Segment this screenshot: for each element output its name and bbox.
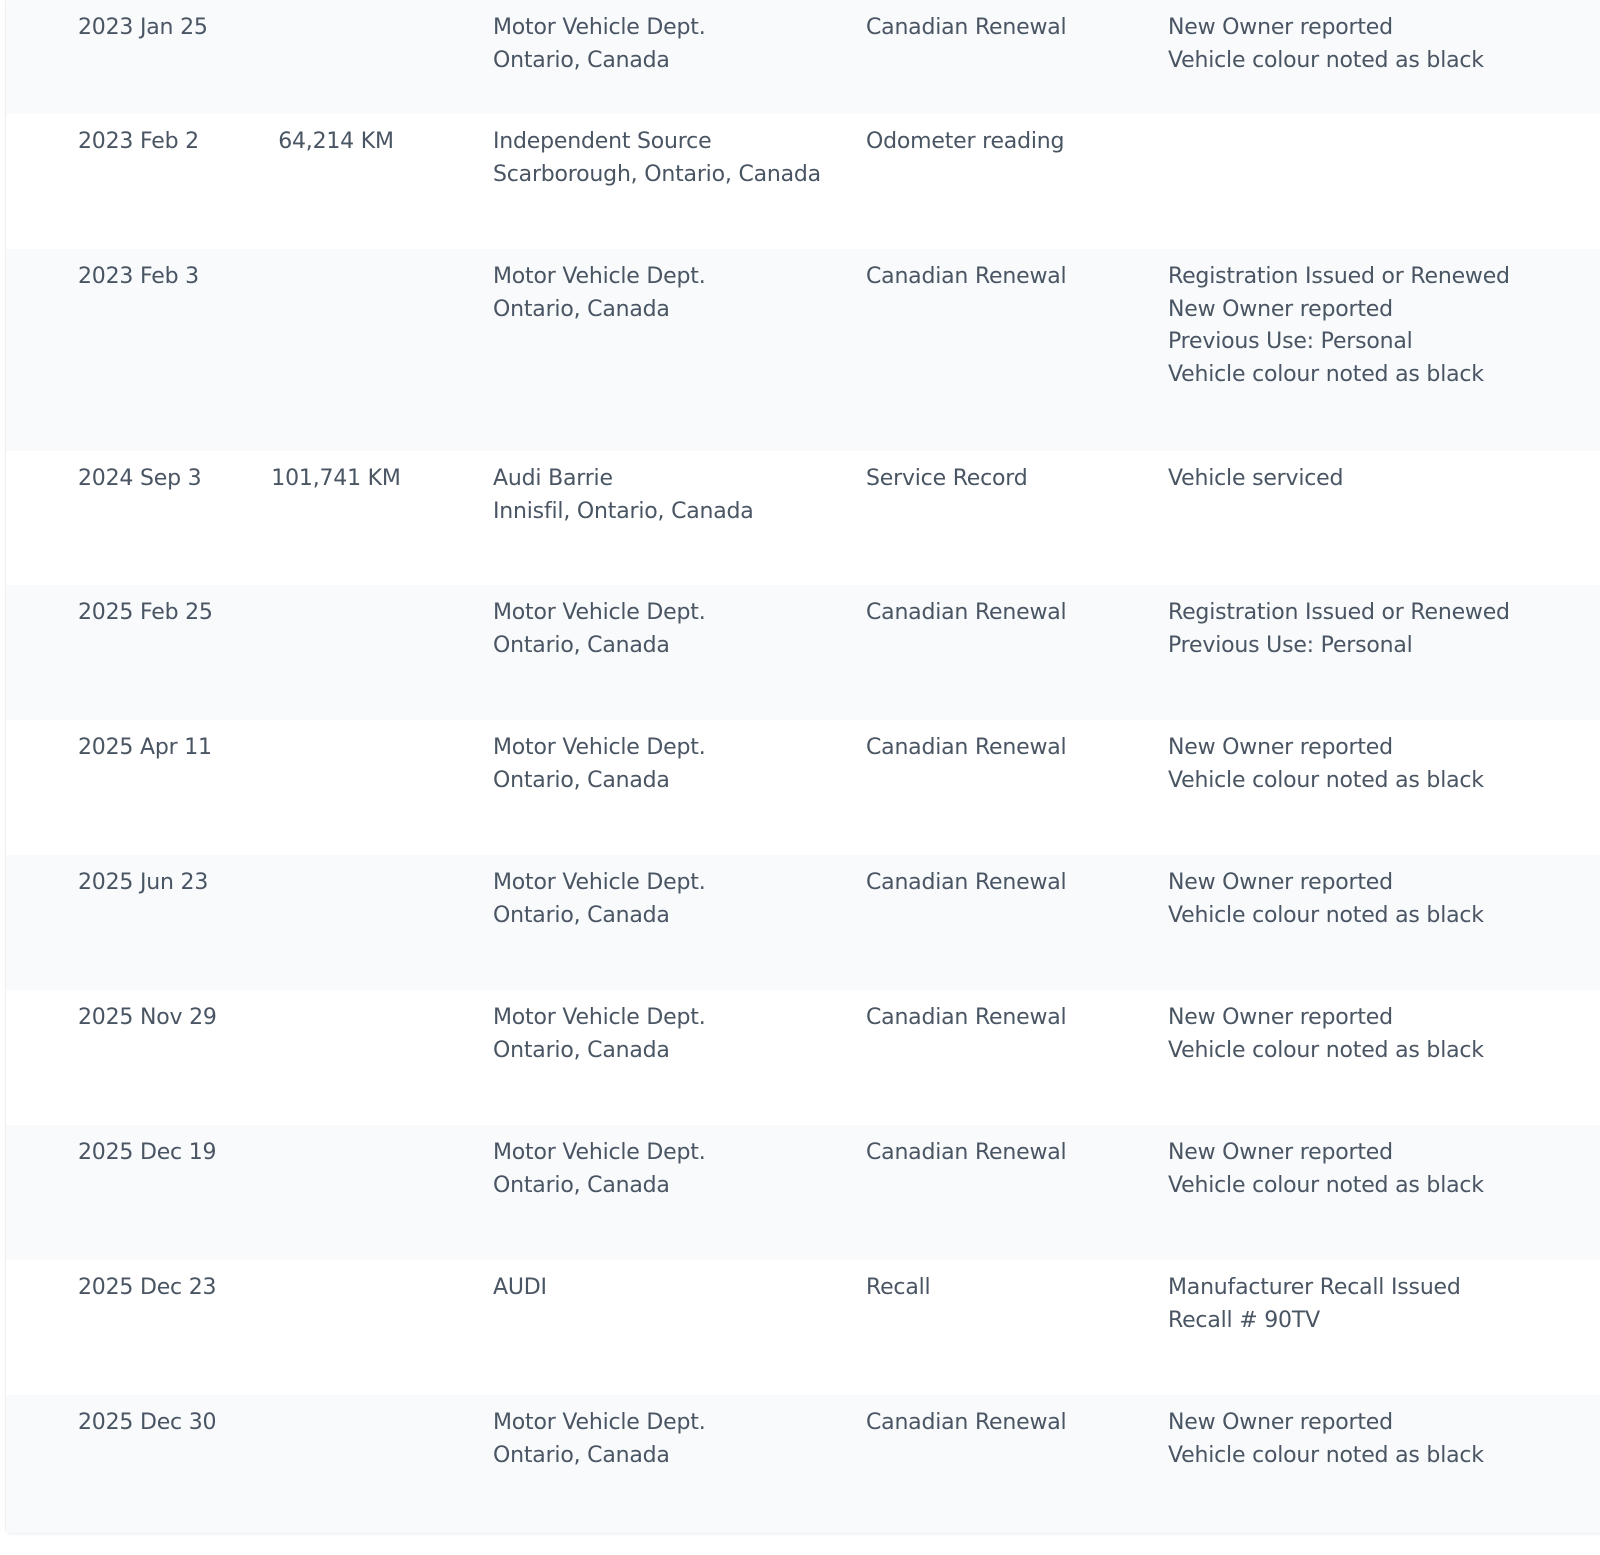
source-location: Ontario, Canada bbox=[493, 296, 670, 322]
source-cell bbox=[493, 126, 821, 191]
details-cell bbox=[1168, 732, 1484, 797]
detail-line: Vehicle colour noted as black bbox=[1168, 1172, 1484, 1198]
details-cell bbox=[1168, 1137, 1484, 1202]
detail-line: Manufacturer Recall Issued bbox=[1168, 1275, 1461, 1300]
record-type-cell: Canadian Renewal bbox=[866, 1410, 1067, 1435]
source-cell bbox=[493, 1407, 706, 1472]
detail-line: Previous Use: Personal bbox=[1168, 329, 1413, 354]
date-cell: 2025 Jun 23 bbox=[78, 870, 209, 895]
details-cell bbox=[1168, 1272, 1461, 1337]
record-type-cell: Canadian Renewal bbox=[866, 15, 1067, 40]
source-location: Ontario, Canada bbox=[493, 632, 670, 658]
date-cell: 2023 Jan 25 bbox=[78, 15, 208, 40]
source-cell bbox=[493, 1137, 706, 1202]
date-cell: 2025 Dec 19 bbox=[78, 1140, 217, 1165]
source-location: Innisfil, Ontario, Canada bbox=[493, 498, 754, 524]
table-row bbox=[6, 720, 1600, 855]
date-cell: 2025 Nov 29 bbox=[78, 1005, 217, 1030]
date-cell: 2025 Apr 11 bbox=[78, 735, 212, 760]
record-type-cell: Recall bbox=[866, 1275, 931, 1300]
source-cell bbox=[493, 1002, 706, 1067]
detail-line: Registration Issued or Renewed bbox=[1168, 600, 1510, 625]
detail-line: New Owner reported bbox=[1168, 15, 1393, 40]
table-row bbox=[6, 1395, 1600, 1533]
record-type-cell: Canadian Renewal bbox=[866, 735, 1067, 760]
source-name: Motor Vehicle Dept. bbox=[493, 735, 706, 760]
date-cell: 2025 Dec 30 bbox=[78, 1410, 217, 1435]
detail-line: Previous Use: Personal bbox=[1168, 632, 1413, 658]
detail-line: Vehicle colour noted as black bbox=[1168, 361, 1484, 387]
odometer-cell: 64,214 KM bbox=[278, 129, 394, 154]
table-row bbox=[6, 249, 1600, 451]
table-row bbox=[6, 114, 1600, 249]
record-type-cell: Service Record bbox=[866, 466, 1028, 491]
table-row bbox=[6, 1260, 1600, 1395]
vehicle-history-table bbox=[5, 0, 1600, 1534]
record-type-cell: Canadian Renewal bbox=[866, 870, 1067, 895]
details-cell bbox=[1168, 1002, 1484, 1067]
detail-line: Vehicle serviced bbox=[1168, 466, 1344, 491]
source-name: Motor Vehicle Dept. bbox=[493, 1005, 706, 1030]
source-name: Motor Vehicle Dept. bbox=[493, 1410, 706, 1435]
detail-line: New Owner reported bbox=[1168, 1005, 1393, 1030]
source-name: AUDI bbox=[493, 1275, 547, 1300]
detail-line: Vehicle colour noted as black bbox=[1168, 47, 1484, 73]
table-row bbox=[6, 0, 1600, 114]
source-cell bbox=[493, 12, 706, 77]
source-location: Ontario, Canada bbox=[493, 767, 670, 793]
details-cell bbox=[1168, 12, 1484, 77]
detail-line: New Owner reported bbox=[1168, 870, 1393, 895]
record-type-cell: Odometer reading bbox=[866, 129, 1065, 154]
source-name: Audi Barrie bbox=[493, 466, 613, 491]
detail-line: Vehicle colour noted as black bbox=[1168, 1442, 1484, 1468]
source-name: Motor Vehicle Dept. bbox=[493, 15, 706, 40]
details-cell bbox=[1168, 867, 1484, 932]
table-row bbox=[6, 990, 1600, 1125]
source-name: Motor Vehicle Dept. bbox=[493, 870, 706, 895]
source-name: Independent Source bbox=[493, 129, 712, 154]
table-row bbox=[6, 451, 1600, 585]
detail-line: New Owner reported bbox=[1168, 296, 1393, 322]
record-type-cell: Canadian Renewal bbox=[866, 1005, 1067, 1030]
source-location: Ontario, Canada bbox=[493, 1442, 670, 1468]
source-location: Ontario, Canada bbox=[493, 47, 670, 73]
source-location: Ontario, Canada bbox=[493, 1037, 670, 1063]
source-name: Motor Vehicle Dept. bbox=[493, 600, 706, 625]
details-cell bbox=[1168, 597, 1510, 662]
detail-line: New Owner reported bbox=[1168, 1410, 1393, 1435]
table-row bbox=[6, 585, 1600, 720]
record-type-cell: Canadian Renewal bbox=[866, 264, 1067, 289]
detail-line: New Owner reported bbox=[1168, 1140, 1393, 1165]
odometer-cell: 101,741 KM bbox=[271, 466, 401, 491]
table-row bbox=[6, 1125, 1600, 1260]
source-name: Motor Vehicle Dept. bbox=[493, 1140, 706, 1165]
source-cell bbox=[493, 597, 706, 662]
date-cell: 2023 Feb 2 bbox=[78, 129, 199, 154]
detail-line: Registration Issued or Renewed bbox=[1168, 264, 1510, 289]
source-location: Scarborough, Ontario, Canada bbox=[493, 161, 821, 187]
source-location: Ontario, Canada bbox=[493, 1172, 670, 1198]
detail-line: New Owner reported bbox=[1168, 735, 1393, 760]
detail-line: Recall # 90TV bbox=[1168, 1307, 1320, 1333]
source-cell bbox=[493, 261, 706, 326]
record-type-cell: Canadian Renewal bbox=[866, 600, 1067, 625]
record-type-cell: Canadian Renewal bbox=[866, 1140, 1067, 1165]
detail-line: Vehicle colour noted as black bbox=[1168, 902, 1484, 928]
source-location: Ontario, Canada bbox=[493, 902, 670, 928]
date-cell: 2023 Feb 3 bbox=[78, 264, 199, 289]
details-cell bbox=[1168, 261, 1510, 391]
date-cell: 2025 Feb 25 bbox=[78, 600, 213, 625]
detail-line: Vehicle colour noted as black bbox=[1168, 1037, 1484, 1063]
date-cell: 2024 Sep 3 bbox=[78, 466, 202, 491]
table-row bbox=[6, 855, 1600, 990]
source-cell bbox=[493, 732, 706, 797]
source-cell bbox=[493, 463, 754, 528]
source-cell bbox=[493, 867, 706, 932]
detail-line: Vehicle colour noted as black bbox=[1168, 767, 1484, 793]
source-cell bbox=[493, 1272, 547, 1305]
date-cell: 2025 Dec 23 bbox=[78, 1275, 217, 1300]
source-name: Motor Vehicle Dept. bbox=[493, 264, 706, 289]
details-cell bbox=[1168, 1407, 1484, 1472]
details-cell bbox=[1168, 463, 1343, 496]
